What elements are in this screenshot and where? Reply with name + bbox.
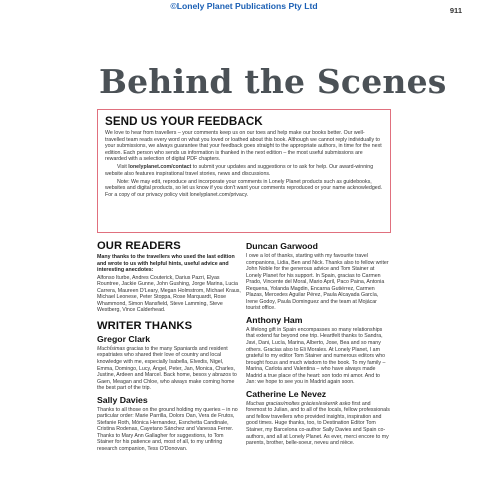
writer-thanks-text: I owe a lot of thanks, starting with my favourite travel companions, Lidia, Ben and Nick. Thanks also to fellow writer John Noble for the generous advice and Tom Stainer at Lonely Planet for his support. In Spain, gracias to Carmen Prado, Vincente del Moral, Mario April, Paco Paina, Antonia Requena, Yolanda Magdin, Encarna Gutiérrez, Carmen Plazas, Mercedes Aguilar Pérez, Paula Alcayada García, Irene Godoy, Paula Dominguez and the team at Mojácar tourist office. — [246, 253, 389, 312]
writer-thanks-lead: Muchas gracias/moltes gràcies/eskerrik asko — [246, 400, 351, 407]
writer-thanks-body: gracias to the many Spaniards and resident expatriates who shared their love of country and local knowledge with me, especially Isabella, Elvedis, Nigel, Emma, Domingo, Lucy, Ángel, Peter, Jan, Monica, Charles, Justine, Ardeen and Marcel. Back home, besos y abrazos to Gaen, Meagan and Chloe, who always make coming home the best part of the trip. — [97, 345, 237, 392]
writer-name: Duncan Garwood — [246, 241, 318, 251]
writer-name: Anthony Ham — [246, 314, 303, 325]
writer-thanks-text — [246, 401, 390, 447]
feedback-contact-paragraph — [105, 164, 384, 177]
copyright-banner: ©Lonely Planet Publications Pty Ltd — [170, 1, 318, 11]
writer-thanks-body: first and foremost to Julian, and to all of the locals, fellow professionals and fellow travellers who provided insights, inspiration and good times. Huge thanks, too, to Destination Editor Tom Stainer, my Barcelona co-author Sally Davies and Spain co-authors, and all at Lonely Planet. As ever, merci encore to my parents, brother, belle-soeur, neveu and nièce. — [246, 400, 390, 447]
writer-thanks-lead: MuchÍsimas — [97, 345, 126, 352]
feedback-contact-post: to submit your updates and suggestions or to ask for help. Our award-winning website also features inspirational travel stories, news and discussions. — [105, 164, 374, 177]
readers-heading: OUR READERS — [97, 240, 181, 252]
left-column — [97, 240, 241, 456]
page-number: 911 — [449, 6, 462, 15]
right-column — [246, 240, 390, 450]
feedback-heading: SEND US YOUR FEEDBACK — [105, 115, 263, 128]
writer-thanks-text: Thanks to all those on the ground holding my queries – in no particular order: Marie Parrilla, Dolors Oan, Vera de Frutos, Stefanie Roth, Mónica Hernandez, Esnchetta Candinale, Cristina Rodenas, Cayetano Sánchez and Vanessa Ferrer. Thanks to Mary Ann Gallagher for suggestions, to Tom Stainer for his patience and, most of all, to my unfiring research companion, Tess O'Donovan. — [97, 406, 238, 453]
writer-name: Catherine Le Nevez — [246, 388, 327, 399]
readers-intro: Many thanks to the travellers who used the last edition and wrote to us with helpful hints, useful advice and interesting anecdotes: — [97, 254, 235, 274]
writer-name: Gregor Clark — [97, 333, 151, 344]
feedback-paragraph: We love to hear from travellers – your comments keep us on our toes and help make our books better. Our well-travelled team reads every word on what you loved or loathed about this book. Although we cannot reply individually to your submissions, we always guarantee that your feedback goes straight to the appropriate authors, in time for the next edition. Each person who sends us information is thanked in the next edition – the most useful submissions are rewarded with a selection of digital PDF chapters. — [105, 130, 382, 163]
feedback-note-paragraph: Note: We may edit, reproduce and incorporate your comments in Lonely Planet products such as guidebooks, websites and digital products, so let us know if you don't want your comments reproduced or your name acknowledged. For a copy of our privacy policy visit lonelyplanet.com/privacy. — [105, 178, 383, 198]
writer-thanks-text — [97, 346, 241, 392]
feedback-box — [97, 109, 391, 233]
readers-names: Alfonso Iturbe, Andres Couterick, Darius Pazri, Elyas Rountree, Jackie Gunne, John Gushing, Jorge Marina, Lucia Carrera, Maureen D'Leary, Megan Holmstrom, Michael Kraus, Michael Leonese, Peter Stoppa, Rose Marquardt, Rose Whammond, Simon Mansfield, Steve Lamming, Steve Westberg, Vince Calderhead. — [97, 274, 241, 314]
page-title: Behind the Scenes — [99, 62, 447, 101]
feedback-contact-pre: Visit — [117, 164, 129, 171]
writer-thanks-text: A lifelong gift in Spain encompasses so many relationships that extend far beyond one trip. Heartfelt thanks to Sandra, Javi, Dani, Lucía, Marina, Alberto, Jose, Bea and so many others. Gracias also to Eli Morales. At Lonely Planet, I am grateful to my editor Tom Stainer and numerous editors who brought focus and much wisdom to the book. To my family – Marina, Carlota and Valentina – who have always made Madrid a true place of the heart: son todo mi amor. And to Jan: we hope to see you in Madrid again soon. — [246, 326, 386, 386]
writer-name: Sally Davies — [97, 394, 148, 405]
writer-thanks-heading: WRITER THANKS — [97, 319, 193, 332]
contact-link[interactable]: lonelyplanet.com/contact — [128, 164, 192, 171]
